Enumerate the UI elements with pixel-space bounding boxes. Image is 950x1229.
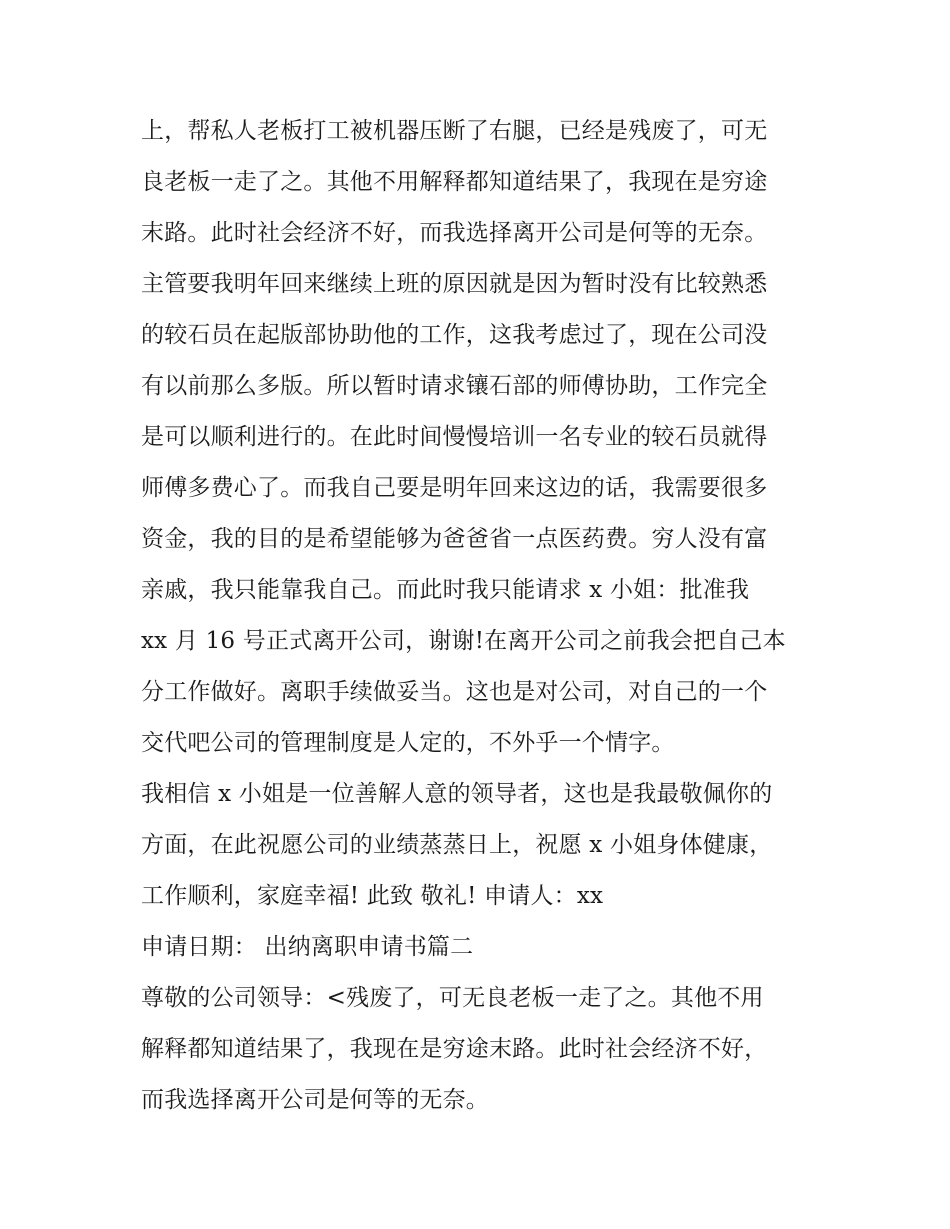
text-line: 末路。此时社会经济不好，而我选择离开公司是何等的无奈。 bbox=[141, 220, 768, 246]
text-line: 分工作做好。离职手续做妥当。这也是对公司，对自己的一个 bbox=[141, 679, 768, 705]
text-line: 方面，在此祝愿公司的业绩蒸蒸日上，祝愿 x 小姐身体健康， bbox=[141, 832, 773, 858]
text-line: 解释都知道结果了，我现在是穷途末路。此时社会经济不好， bbox=[141, 1036, 768, 1062]
text-line: 交代吧公司的管理制度是人定的，不外乎一个情字。 bbox=[141, 730, 675, 756]
section-heading-line: 申请日期： 出纳离职申请书篇二 bbox=[141, 934, 474, 960]
text-line: 亲戚，我只能靠我自己。而此时我只能请求 x 小姐：批准我 bbox=[141, 577, 750, 603]
text-line: xx 月 16 号正式离开公司，谢谢!在离开公司之前我会把自己本 bbox=[141, 628, 786, 654]
text-line: 是可以顺利进行的。在此时间慢慢培训一名专业的较石员就得 bbox=[141, 424, 768, 450]
text-line: 资金，我的目的是希望能够为爸爸省一点医药费。穷人没有富 bbox=[141, 526, 768, 552]
document-body bbox=[141, 106, 841, 1126]
text-line: 主管要我明年回来继续上班的原因就是因为暂时没有比较熟悉 bbox=[141, 271, 768, 297]
text-line: 尊敬的公司领导：<残废了，可无良老板一走了之。其他不用 bbox=[141, 985, 764, 1011]
text-line: 师傅多费心了。而我自己要是明年回来这边的话，我需要很多 bbox=[141, 475, 768, 501]
text-line: 而我选择离开公司是何等的无奈。 bbox=[141, 1087, 489, 1113]
text-line: 有以前那么多版。所以暂时请求镶石部的师傅协助，工作完全 bbox=[141, 373, 768, 399]
text-line: 上，帮私人老板打工被机器压断了右腿，已经是残废了，可无 bbox=[141, 118, 768, 144]
text-line: 的较石员在起版部协助他的工作，这我考虑过了，现在公司没 bbox=[141, 322, 768, 348]
text-line: 良老板一走了之。其他不用解释都知道结果了，我现在是穷途 bbox=[141, 169, 768, 195]
text-line: 我相信 x 小姐是一位善解人意的领导者，这也是我最敬佩你的 bbox=[141, 781, 773, 807]
text-line: 工作顺利，家庭幸福! 此致 敬礼! 申请人：xx bbox=[141, 883, 604, 909]
